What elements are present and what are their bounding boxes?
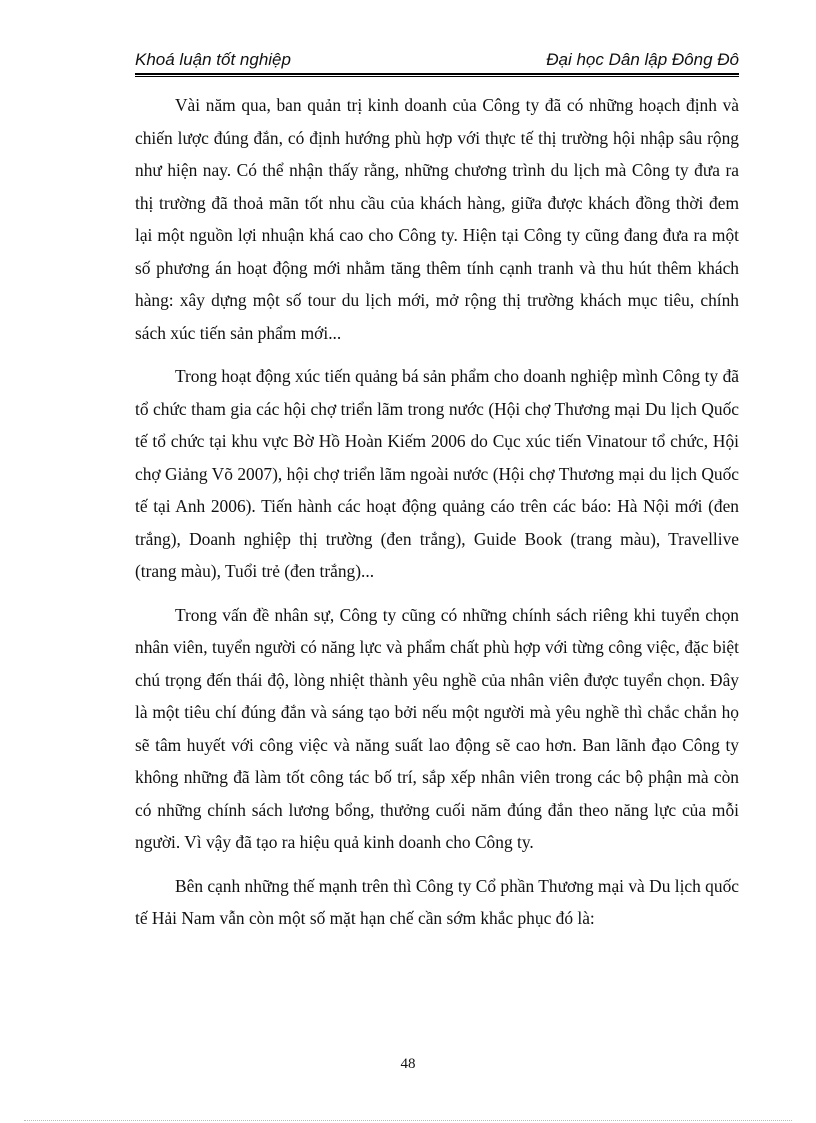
paragraph-limitations: Bên cạnh những thế mạnh trên thì Công ty Cổ phần Thương mại và Du lịch quốc tế Hải Nam vẫn còn một số mặt hạn chế cần sớm khắc phục đó là: [135,875,739,928]
header-thesis-title: Khoá luận tốt nghiệp [135,50,291,69]
page-bottom-edge [24,1120,792,1121]
header-university-name: Đại học Dân lập Đông Đô [546,50,739,69]
page-number: 48 [400,1056,416,1072]
body-text [135,89,739,946]
paragraph-personnel: Trong vấn đề nhân sự, Công ty cũng có những chính sách riêng khi tuyển chọn nhân viên, tuyển người có năng lực và phẩm chất phù hợp với từng công việc, đặc biệt chú trọng đến thái độ, lòng nhiệt thành yêu nghề của nhân viên được tuyển chọn. Đây là một tiêu chí đúng đắn và sáng tạo bởi nếu một người mà yêu nghề thì chắc chắn họ sẽ tâm huyết với công việc và năng suất lao động sẽ cao hơn. Ban lãnh đạo Công ty không những đã làm tốt công tác bố trí, sắp xếp nhân viên trong các bộ phận mà còn có những chính sách lương bổng, thưởng cuối năm đúng đắn theo năng lực của mỗi người. Vì vậy đã tạo ra hiệu quả kinh doanh cho Công ty. [135,604,739,852]
paragraph-strategy: Vài năm qua, ban quản trị kinh doanh của Công ty đã có những hoạch định và chiến lược đúng đắn, có định hướng phù hợp với thực tế thị trường hội nhập sâu rộng như hiện nay. Có thể nhận thấy rằng, những chương trình du lịch mà Công ty đưa ra thị trường đã thoả mãn tốt nhu cầu của khách hàng, giữa được khách đồng thời đem lại một nguồn lợi nhuận khá cao cho Công ty. Hiện tại Công ty cũng đang đưa ra một số phương án hoạt động mới nhằm tăng thêm tính cạnh tranh và thu hút thêm khách hàng: xây dựng một số tour du lịch mới, mở rộng thị trường khách mục tiêu, chính sách xúc tiến sản phẩm mới... [135,95,739,343]
paragraph-promotion: Trong hoạt động xúc tiến quảng bá sản phẩm cho doanh nghiệp mình Công ty đã tổ chức tham gia các hội chợ triển lãm trong nước (Hội chợ Thương mại Du lịch Quốc tế tổ chức tại khu vực Bờ Hồ Hoàn Kiếm 2006 do Cục xúc tiến Vinatour tổ chức, Hội chợ Giảng Võ 2007), hội chợ triển lãm ngoài nước (Hội chợ Thương mại du lịch Quốc tế tại Anh 2006). Tiến hành các hoạt động quảng cáo trên các báo: Hà Nội mới (đen trắng), Doanh nghiệp thị trường (đen trắng), Guide Book (trang màu), Travellive (trang màu), Tuổi trẻ (đen trắng)... [135,366,739,581]
header-divider-thin [135,76,739,77]
page-header [135,48,739,72]
header-divider-thick [135,73,739,75]
